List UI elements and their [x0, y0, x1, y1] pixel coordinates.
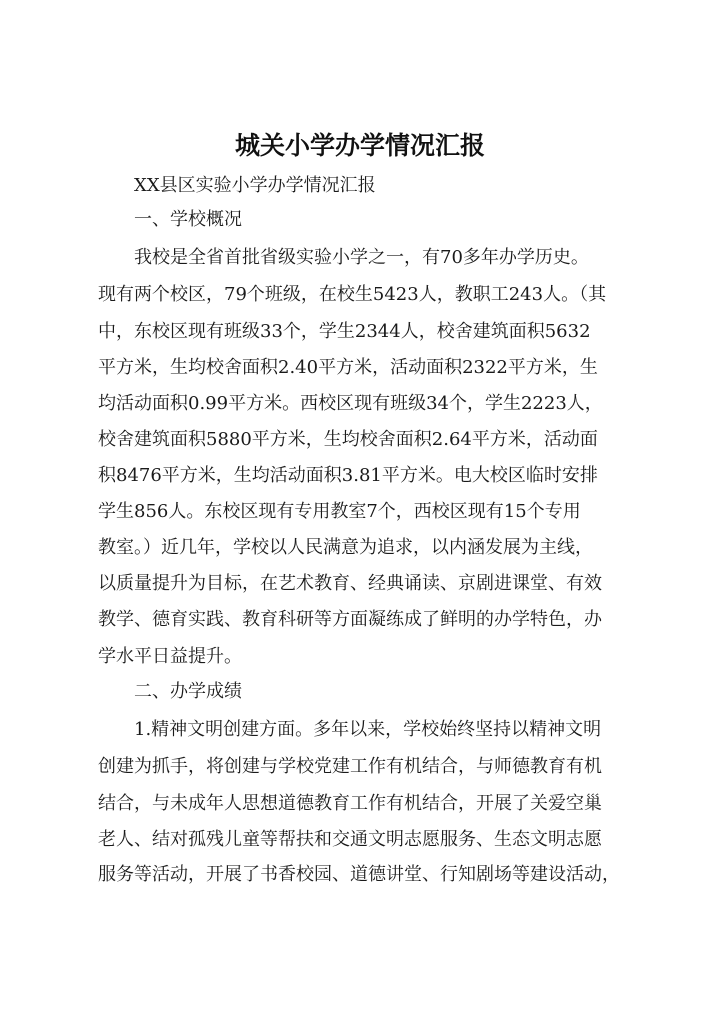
section-heading-overview: 一、学校概况	[134, 209, 242, 230]
paragraph-line: 教室。）近几年，学校以人民满意为追求，以内涵发展为主线，	[98, 537, 593, 558]
paragraph-line: 以质量提升为目标，在艺术教育、经典诵读、京剧进课堂、有效	[98, 573, 602, 594]
subtitle: XX县区实验小学办学情况汇报	[134, 175, 376, 196]
paragraph-line: 均活动面积0.99平方米。西校区现有班级34个，学生2223人，	[98, 393, 603, 414]
paragraph-line: 教学、德育实践、教育科研等方面凝练成了鲜明的办学特色，办	[98, 609, 602, 630]
paragraph-line: 我校是全省首批省级实验小学之一，有70多年办学历史。	[134, 247, 589, 268]
paragraph-line: 学水平日益提升。	[98, 646, 242, 667]
paragraph-line: 平方米，生均校舍面积2.40平方米，活动面积2322平方米，生	[98, 357, 598, 378]
document-title: 城关小学办学情况汇报	[234, 131, 485, 160]
paragraph-line: 结合，与未成年人思想道德教育工作有机结合，开展了关爱空巢	[98, 793, 602, 814]
paragraph-line: 创建为抓手，将创建与学校党建工作有机结合，与师德教育有机	[98, 756, 602, 777]
paragraph-line: 中，东校区现有班级33个，学生2344人，校舍建筑面积5632	[98, 321, 591, 342]
paragraph-line: 积8476平方米，生均活动面积3.81平方米。电大校区临时安排	[98, 465, 598, 486]
paragraph-line: 老人、结对孤残儿童等帮扶和交通文明志愿服务、生态文明志愿	[98, 829, 602, 850]
paragraph-line: 1.精神文明创建方面。多年以来，学校始终坚持以精神文明	[134, 719, 602, 740]
paragraph-line: 校舍建筑面积5880平方米，生均校舍面积2.64平方米，活动面	[98, 429, 598, 450]
paragraph-line: 学生856人。东校区现有专用教室7个，西校区现有15个专用	[98, 501, 581, 522]
paragraph-line: 服务等活动，开展了书香校园、道德讲堂、行知剧场等建设活动，	[98, 864, 620, 885]
section-heading-achievements: 二、办学成绩	[134, 681, 242, 702]
paragraph-line: 现有两个校区，79个班级，在校生5423人，教职工243人。（其	[98, 284, 607, 305]
